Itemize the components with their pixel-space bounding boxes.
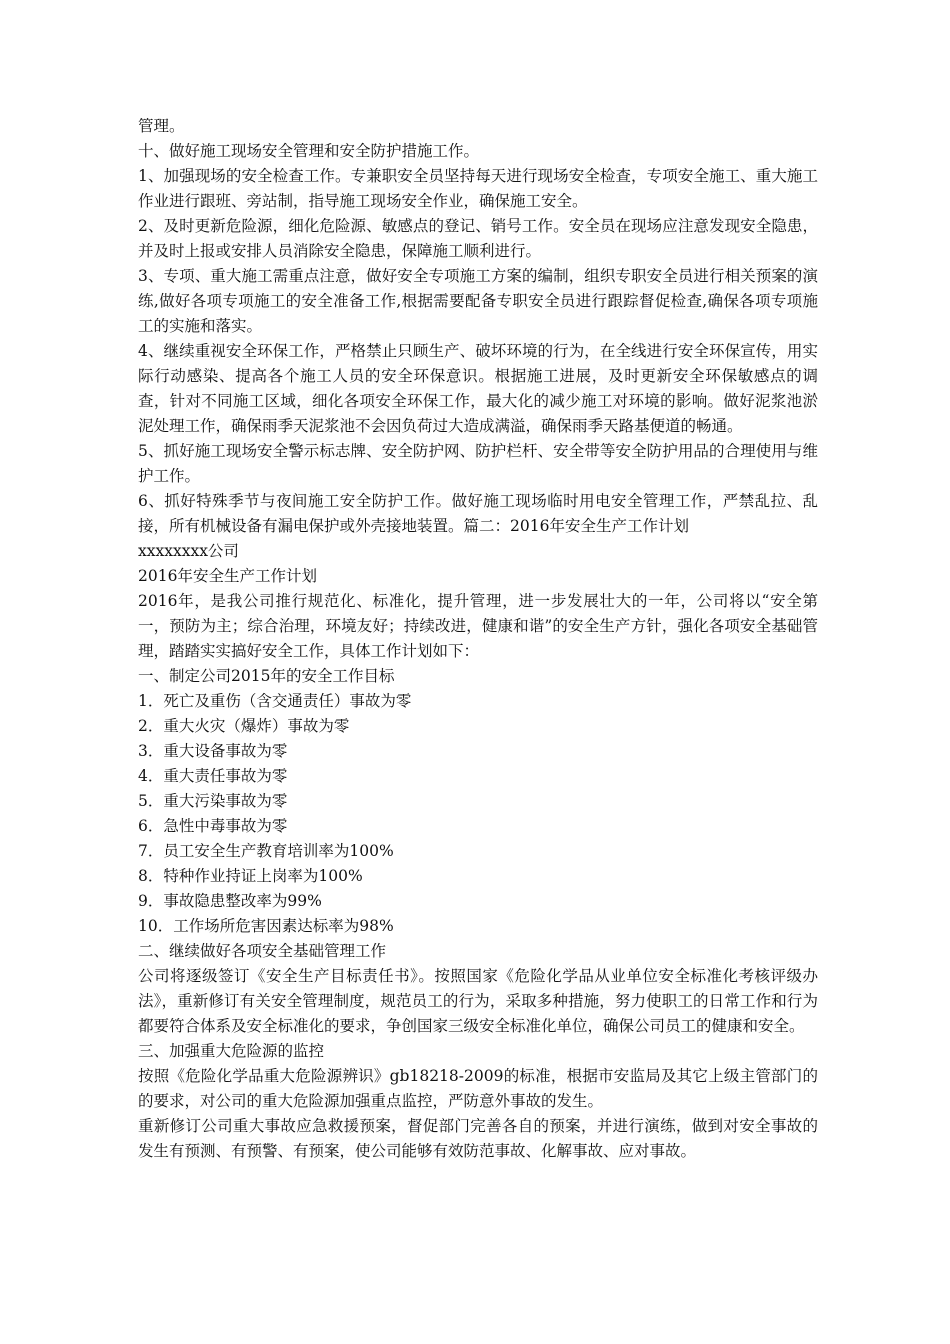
list-item-6: 6、抓好特殊季节与夜间施工安全防护工作。做好施工现场临时用电安全管理工作，严禁乱拉、乱接，所有机械设备有漏电保护或外壳接地装置。篇二：2016年安全生产工作计划: [138, 492, 818, 535]
section-heading-10: 十、做好施工现场安全管理和安全防护措施工作。: [138, 142, 480, 160]
goal-item-6: 6．急性中毒事故为零: [138, 817, 288, 835]
goal-item-4: 4．重大责任事故为零: [138, 767, 288, 785]
company-name: xxxxxxxx公司: [138, 542, 239, 560]
section-heading-1: 一、制定公司2015年的安全工作目标: [138, 667, 395, 685]
section-heading-2: 二、继续做好各项安全基础管理工作: [138, 942, 387, 960]
goal-item-1: 1．死亡及重伤（含交通责任）事故为零: [138, 692, 412, 710]
section-heading-3: 三、加强重大危险源的监控: [138, 1042, 325, 1060]
goal-item-2: 2．重大火灾（爆炸）事故为零: [138, 717, 350, 735]
intro-paragraph: 2016年，是我公司推行规范化、标准化，提升管理，进一步发展壮大的一年，公司将以“安全第一，预防为主；综合治理，环境友好；持续改进，健康和谐”的安全生产方针，强化各项安全基础管理，踏踏实实搞好安全工作，具体工作计划如下：: [138, 592, 818, 660]
list-item-1: 1、加强现场的安全检查工作。专兼职安全员坚持每天进行现场安全检查，专项安全施工、重大施工作业进行跟班、旁站制，指导施工现场安全作业，确保施工安全。: [138, 167, 818, 210]
goal-item-3: 3．重大设备事故为零: [138, 742, 288, 760]
section-3-paragraph-2: 重新修订公司重大事故应急救援预案，督促部门完善各自的预案，并进行演练，做到对安全事故的发生有预测、有预警、有预案，使公司能够有效防范事故、化解事故、应对事故。: [138, 1117, 818, 1160]
goal-item-7: 7．员工安全生产教育培训率为100%: [138, 842, 394, 860]
goal-item-8: 8．特种作业持证上岗率为100%: [138, 867, 363, 885]
goal-item-5: 5．重大污染事故为零: [138, 792, 288, 810]
plan-title: 2016年安全生产工作计划: [138, 567, 317, 585]
document-body: [138, 114, 818, 1164]
list-item-3: 3、专项、重大施工需重点注意，做好安全专项施工方案的编制，组织专职安全员进行相关预案的演练,做好各项专项施工的安全准备工作,根据需要配备专职安全员进行跟踪督促检查,确保各项专项施工的实施和落实。: [138, 267, 818, 335]
goal-item-9: 9．事故隐患整改率为99%: [138, 892, 322, 910]
list-item-4: 4、继续重视安全环保工作，严格禁止只顾生产、破坏环境的行为，在全线进行安全环保宣传，用实际行动感染、提高各个施工人员的安全环保意识。根据施工进展，及时更新安全环保敏感点的调查，针对不同施工区域，细化各项安全环保工作，最大化的减少施工对环境的影响。做好泥浆池淤泥处理工作，确保雨季天泥浆池不会因负荷过大造成满溢，确保雨季天路基便道的畅通。: [138, 342, 818, 435]
goal-item-10: 10．工作场所危害因素达标率为98%: [138, 917, 394, 935]
list-item-5: 5、抓好施工现场安全警示标志牌、安全防护网、防护栏杆、安全带等安全防护用品的合理使用与维护工作。: [138, 442, 818, 485]
paragraph-continuation: 管理。: [138, 117, 185, 135]
section-2-paragraph: 公司将逐级签订《安全生产目标责任书》。按照国家《危险化学品从业单位安全标准化考核评级办法》，重新修订有关安全管理制度，规范员工的行为，采取多种措施，努力使职工的日常工作和行为都要符合体系及安全标准化的要求，争创国家三级安全标准化单位，确保公司员工的健康和安全。: [138, 967, 818, 1035]
list-item-2: 2、及时更新危险源，细化危险源、敏感点的登记、销号工作。安全员在现场应注意发现安全隐患，并及时上报或安排人员消除安全隐患，保障施工顺利进行。: [138, 217, 818, 260]
section-3-paragraph-1: 按照《危险化学品重大危险源辨识》gb18218-2009的标准，根据市安监局及其它上级主管部门的的要求，对公司的重大危险源加强重点监控，严防意外事故的发生。: [138, 1067, 818, 1110]
